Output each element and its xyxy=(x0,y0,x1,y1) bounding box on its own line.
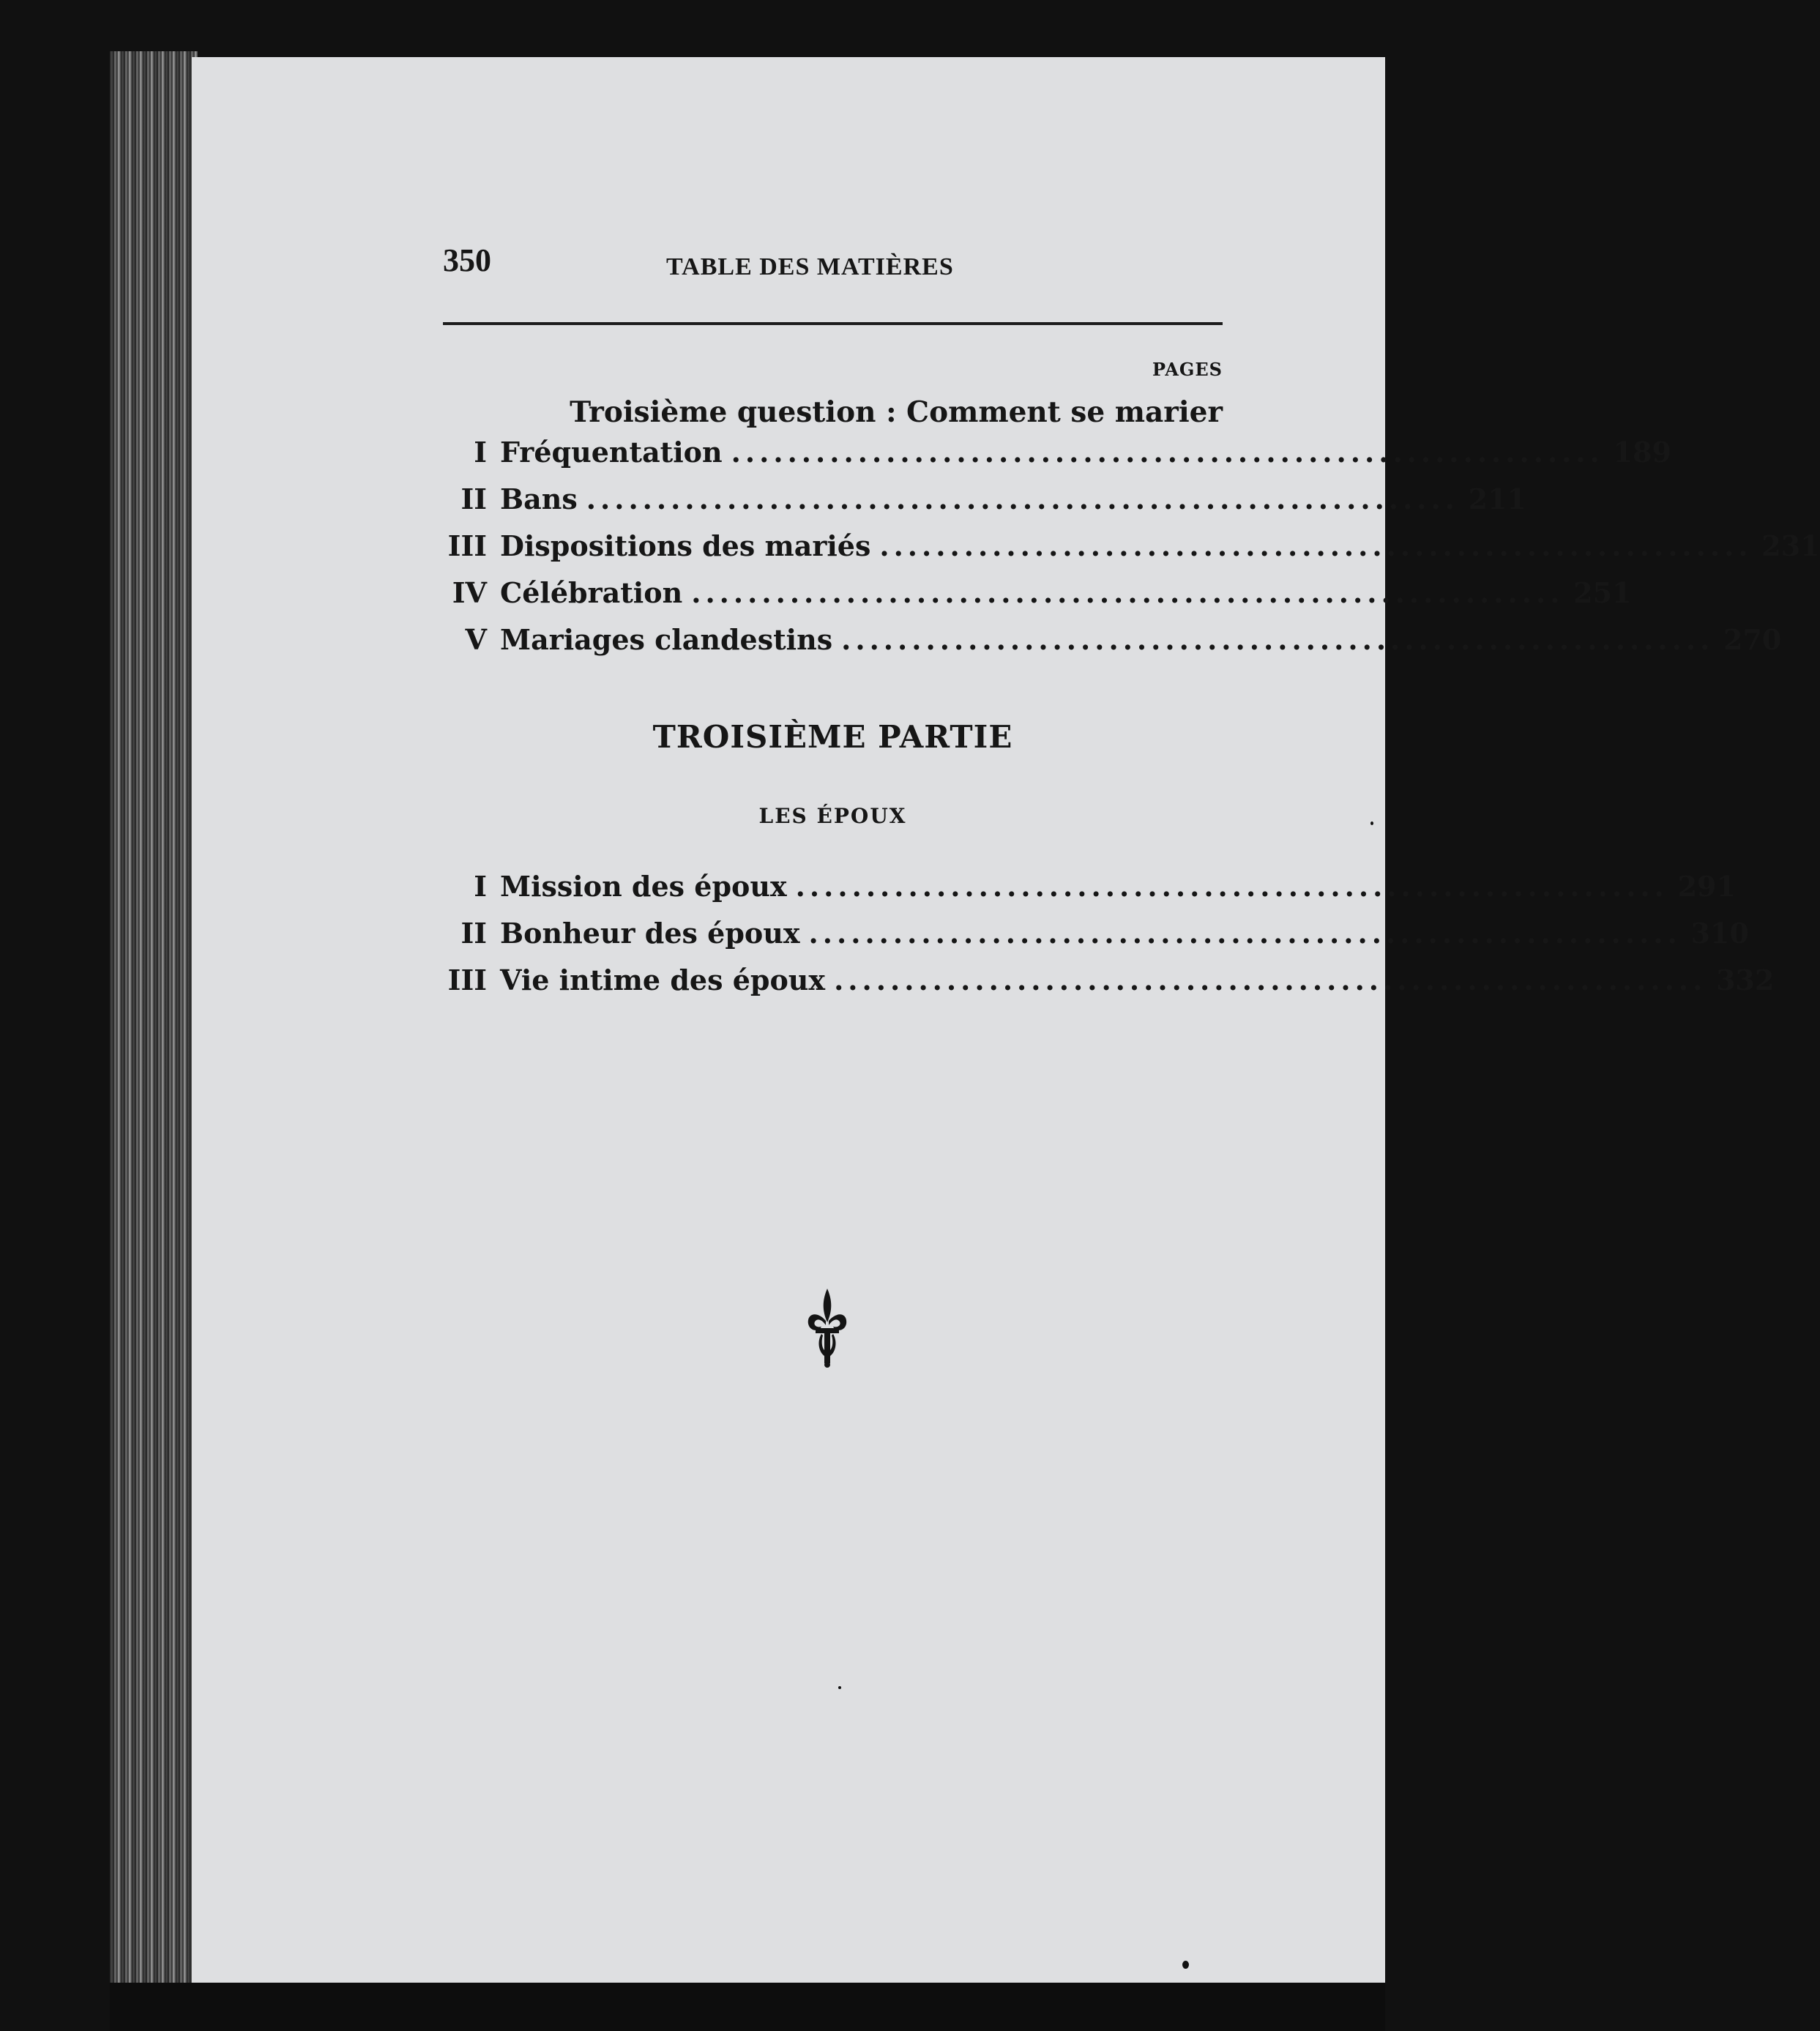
running-title: TABLE DES MATIÈRES xyxy=(666,253,954,280)
dot-leader: .............................................................. xyxy=(808,917,1682,950)
toc-entry-number: IV xyxy=(452,576,487,609)
toc-entry-page: 310 xyxy=(1690,917,1749,950)
scan-speck xyxy=(1182,1961,1189,1969)
part-title: TROISIÈME PARTIE xyxy=(652,719,1013,755)
toc-entry xyxy=(443,917,1749,964)
toc-entry-page: 270 xyxy=(1723,623,1782,656)
page-number: 350 xyxy=(443,242,491,278)
toc-entry-page: 189 xyxy=(1613,436,1671,469)
toc-entry-number: II xyxy=(460,917,487,950)
toc-part-list xyxy=(443,870,1775,1010)
toc-entry-number: I xyxy=(474,436,487,469)
dot-leader: .............................................................. xyxy=(795,870,1668,903)
toc-entry-title: Vie intime des époux xyxy=(500,964,826,996)
toc-entry-title: Mission des époux xyxy=(500,870,787,903)
toc-entry-page: 231 xyxy=(1761,529,1820,562)
book-page xyxy=(192,57,1385,1983)
toc-entry-page: 332 xyxy=(1715,964,1775,996)
toc-entry xyxy=(443,436,1671,482)
dot-leader: .............................................................. xyxy=(586,482,1459,515)
toc-entry-title: Fréquentation xyxy=(500,436,723,469)
toc-entry xyxy=(443,964,1775,1010)
scan-speck xyxy=(838,1686,841,1689)
fleur-de-lis-icon xyxy=(805,1289,849,1369)
pages-column-label: PAGES xyxy=(1152,359,1223,380)
toc-entry-page: 291 xyxy=(1677,870,1736,903)
toc-entry-number: I xyxy=(474,870,487,903)
header-rule xyxy=(443,322,1223,325)
toc-section-list xyxy=(443,436,1820,670)
toc-entry-title: Bonheur des époux xyxy=(500,917,800,950)
toc-entry xyxy=(443,529,1820,576)
dot-leader: .............................................................. xyxy=(834,964,1707,996)
toc-entry-title: Mariages clandestins xyxy=(500,623,833,656)
scan-border xyxy=(110,1983,1385,2031)
page-header xyxy=(443,242,1223,286)
toc-entry-page: 211 xyxy=(1468,482,1526,515)
toc-entry-number: III xyxy=(447,964,487,996)
dot-leader: .............................................................. xyxy=(841,623,1715,656)
part-subtitle: LES ÉPOUX xyxy=(758,804,907,828)
dot-leader: .............................................................. xyxy=(731,436,1604,469)
toc-entry-number: V xyxy=(465,623,487,656)
scan-speck xyxy=(1370,821,1373,825)
toc-entry-title: Célébration xyxy=(500,576,683,609)
toc-entry-title: Bans xyxy=(500,482,578,515)
dot-leader: .............................................................. xyxy=(691,576,1564,609)
toc-entry xyxy=(443,482,1526,529)
toc-entry-page: 251 xyxy=(1573,576,1632,609)
toc-entry xyxy=(443,870,1736,917)
book-page-edges xyxy=(110,51,198,1984)
toc-entry-number: II xyxy=(460,482,487,515)
toc-entry-title: Dispositions des mariés xyxy=(500,529,871,562)
section-title: Troisième question : Comment se marier xyxy=(570,395,1223,429)
toc-entry xyxy=(443,623,1782,670)
toc-entry-number: III xyxy=(447,529,487,562)
toc-entry xyxy=(443,576,1632,623)
dot-leader: .............................................................. xyxy=(879,529,1753,562)
